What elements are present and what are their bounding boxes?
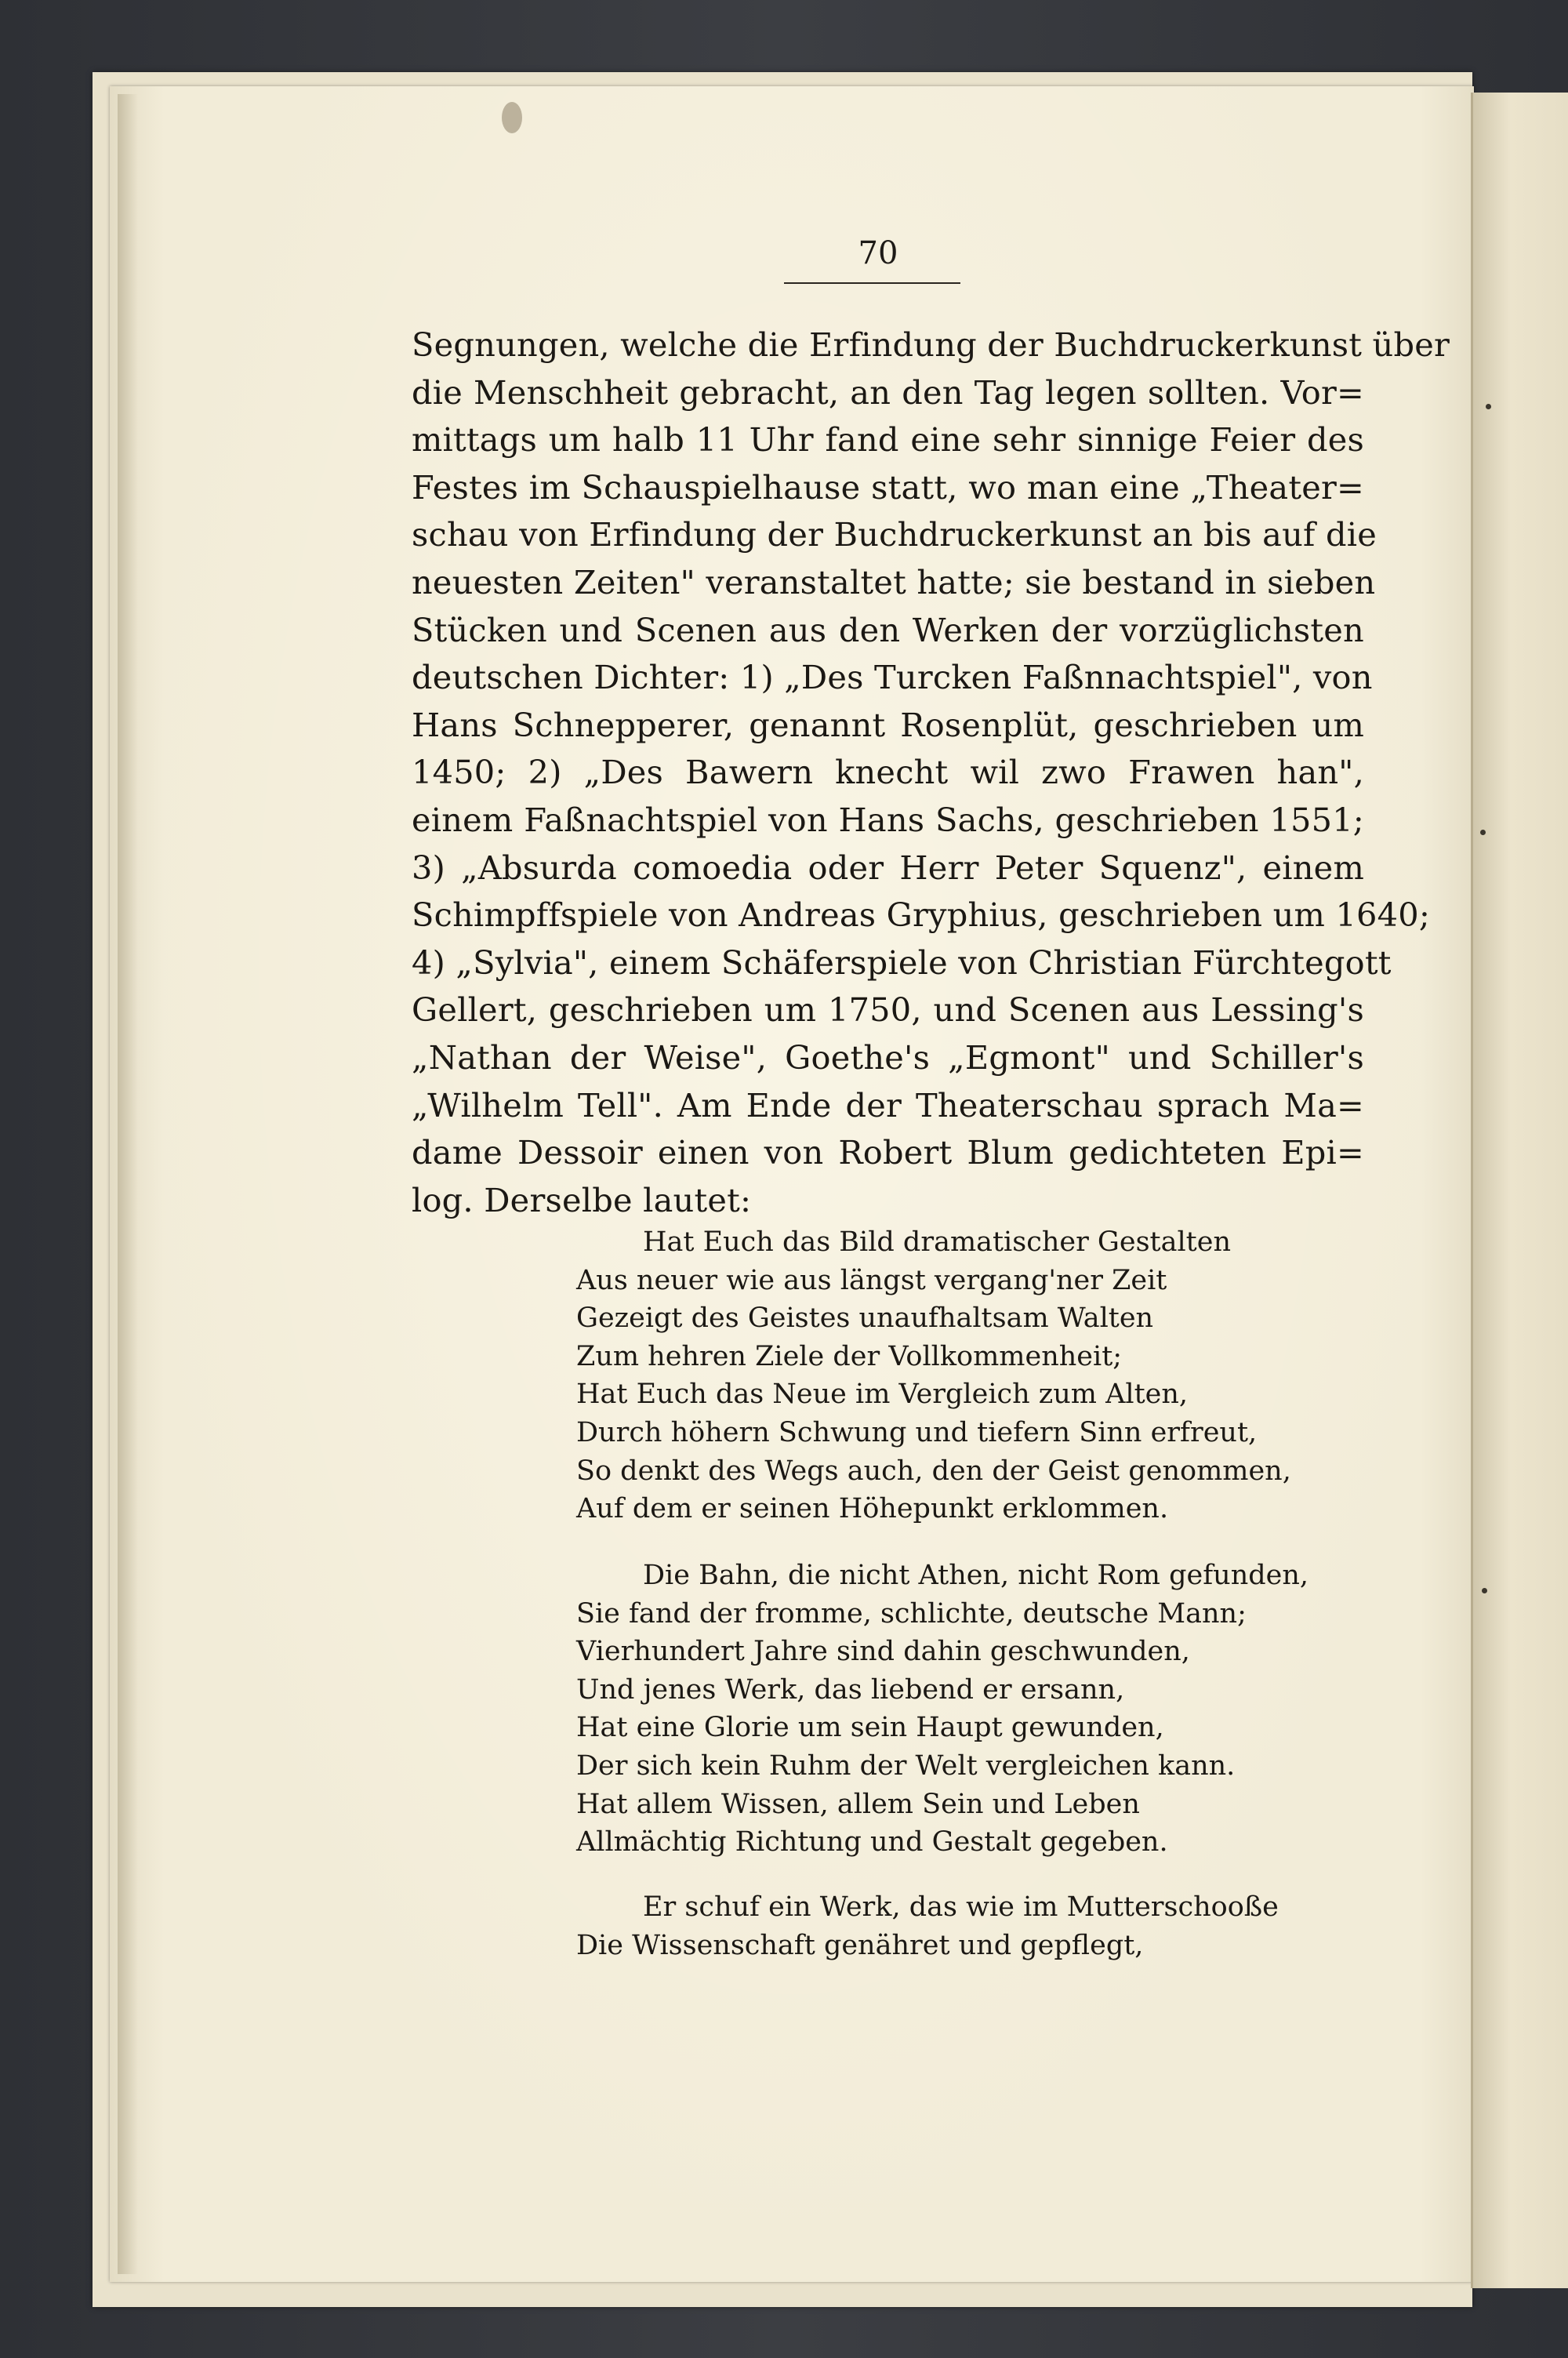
prose-line: neuesten Zeiten" veranstaltet hatte; sie bestand in sieben [412, 562, 1376, 601]
prose-line: 1450; 2) „Des Bawern knecht wil zwo Frawen han", [412, 753, 1364, 792]
prose-line: Stücken und Scenen aus den Werken der vorzüglichsten [412, 610, 1364, 649]
prose-line: mittags um halb 11 Uhr fand eine sehr sinnige Feier des [412, 420, 1364, 460]
poem-line: Auf dem er seinen Höhepunkt erklommen. [576, 1493, 1169, 1525]
prose-line: Schimpffspiele von Andreas Gryphius, geschrieben um 1640; [412, 896, 1431, 935]
prose-line: 4) „Sylvia", einem Schäferspiele von Christian Fürchtegott [412, 943, 1392, 982]
poem-line: Zum hehren Ziele der Vollkommenheit; [576, 1340, 1123, 1372]
prose-line: 3) „Absurda comoedia oder Herr Peter Squenz", einem [412, 848, 1364, 887]
prose-line: log. Derselbe lautet: [412, 1180, 752, 1219]
poem-line: Gezeigt des Geistes unaufhaltsam Walten [576, 1303, 1154, 1335]
page-number: 70 [858, 235, 898, 271]
poem-line: Und jenes Werk, das liebend er ersann, [576, 1673, 1125, 1706]
paper-stain [502, 102, 522, 133]
poem-line: Hat Euch das Neue im Vergleich zum Alten, [576, 1379, 1189, 1411]
poem-stanza-3 [576, 1888, 1368, 1964]
prose-paragraph [412, 322, 1450, 1224]
prose-line: Gellert, geschrieben um 1750, und Scenen aus Lessing's [412, 990, 1364, 1030]
prose-line: Hans Schnepperer, genannt Rosenplüt, geschrieben um [412, 705, 1364, 744]
poem-line: Hat eine Glorie um sein Haupt gewunden, [576, 1712, 1164, 1744]
poem-line: Hat Euch das Bild dramatischer Gestalten [643, 1226, 1232, 1258]
poem-line: Vierhundert Jahre sind dahin geschwunden, [576, 1636, 1190, 1668]
page-number-rule [784, 282, 960, 284]
prose-line: schau von Erfindung der Buchdruckerkunst an bis auf die [412, 515, 1377, 554]
facing-page-edge [1472, 93, 1568, 2288]
poem-line: Hat allem Wissen, allem Sein und Leben [576, 1788, 1140, 1820]
prose-line: die Menschheit gebracht, an den Tag legen sollten. Vor= [412, 372, 1364, 412]
prose-line: „Nathan der Weise", Goethe's „Egmont" und Schiller's [412, 1037, 1364, 1077]
binding-shadow [118, 94, 138, 2274]
poem-line: Die Wissenschaft genähret und gepflegt, [576, 1929, 1144, 1961]
poem-line: Sie fand der fromme, schlichte, deutsche Mann; [576, 1597, 1247, 1630]
poem-line: Der sich kein Ruhm der Welt vergleichen kann. [576, 1749, 1236, 1782]
margin-mark [1482, 1588, 1487, 1593]
poem-line: Er schuf ein Werk, das wie im Mutterschooße [643, 1891, 1279, 1923]
prose-line: Segnungen, welche die Erfindung der Buchdruckerkunst über [412, 325, 1450, 364]
poem-line: Allmächtig Richtung und Gestalt gegeben. [576, 1826, 1168, 1858]
poem-line: Die Bahn, die nicht Athen, nicht Rom gefunden, [643, 1560, 1309, 1591]
prose-line: „Wilhelm Tell". Am Ende der Theaterschau sprach Ma= [412, 1085, 1364, 1125]
poem-line: So denkt des Wegs auch, den der Geist genommen, [576, 1455, 1291, 1487]
poem-stanza-1 [576, 1223, 1368, 1528]
prose-line: Festes im Schauspielhause statt, wo man eine „Theater= [412, 467, 1364, 507]
prose-line: deutschen Dichter: 1) „Des Turcken Faßnnachtspiel", von [412, 658, 1373, 697]
poem-line: Durch höhern Schwung und tiefern Sinn erfreut, [576, 1416, 1258, 1448]
poem-stanza-2 [576, 1557, 1368, 1862]
prose-line: einem Faßnachtspiel von Hans Sachs, geschrieben 1551; [412, 800, 1364, 839]
page-gutter [1471, 93, 1473, 2288]
prose-line: dame Dessoir einen von Robert Blum gedichteten Epi= [412, 1133, 1364, 1172]
margin-mark [1480, 830, 1486, 835]
poem-line: Aus neuer wie aus längst vergang'ner Zeit [576, 1264, 1167, 1296]
margin-mark [1486, 404, 1491, 409]
